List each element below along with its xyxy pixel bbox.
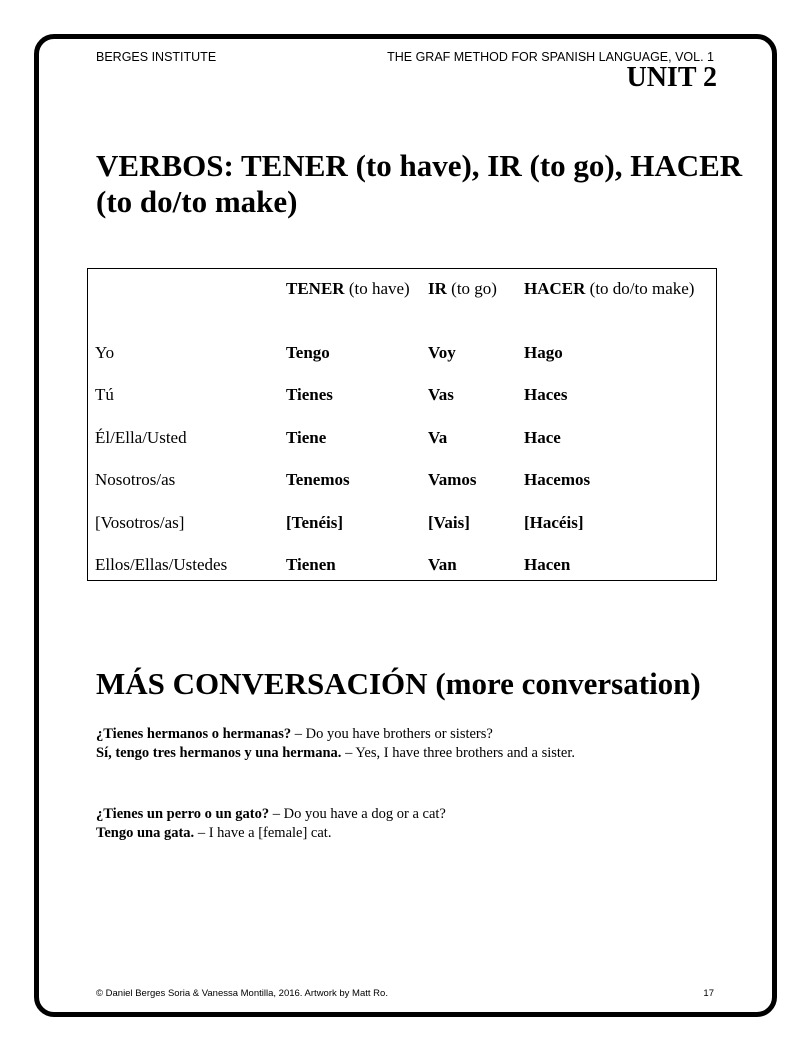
pronoun-cell: [Vosotros/as] — [95, 513, 185, 532]
pronoun-cell: Tú — [95, 385, 114, 404]
column-header-tener: TENER (to have) — [286, 279, 410, 298]
title-verb-ir: IR — [487, 148, 522, 183]
pronoun-cell: Él/Ella/Usted — [95, 428, 187, 447]
ir-form: [Vais] — [428, 513, 470, 532]
title-tener-gloss: (to have), — [347, 148, 488, 183]
tener-form: Tenemos — [286, 470, 350, 489]
conversation-heading — [96, 666, 701, 702]
conversation-line: ¿Tienes hermanos o hermanas? – Do you have brothers or sisters? — [96, 726, 493, 742]
hacer-form: Hacen — [524, 555, 571, 574]
pronoun-cell: Yo — [95, 343, 115, 362]
title-hacer-gloss: (to do/to make) — [96, 184, 298, 219]
hacer-form: Haces — [524, 385, 568, 404]
ir-form: Vamos — [428, 470, 477, 489]
column-header-ir: IR (to go) — [428, 279, 497, 298]
conversation-line: Sí, tengo tres hermanos y una hermana. – Yes, I have three brothers and a sister. — [96, 745, 575, 761]
tener-form: [Tenéis] — [286, 513, 343, 532]
ir-form: Voy — [428, 343, 456, 362]
conversation-line: Tengo una gata. – I have a [female] cat. — [96, 825, 332, 841]
tener-form: Tengo — [286, 343, 330, 362]
tener-form: Tienen — [286, 555, 336, 574]
title-ir-gloss: (to go), — [521, 148, 631, 183]
hacer-form: Hago — [524, 343, 563, 362]
ir-form: Va — [428, 428, 448, 447]
conversation-heading-gloss: (more conversation) — [427, 666, 701, 701]
conversation-heading-bold: MÁS CONVERSACIÓN — [96, 666, 428, 701]
hacer-form: [Hacéis] — [524, 513, 584, 532]
ir-form: Vas — [428, 385, 454, 404]
unit-label: UNIT 2 — [626, 62, 717, 93]
title-verb-tener: VERBOS: TENER — [96, 148, 348, 183]
pronoun-cell: Nosotros/as — [95, 470, 176, 489]
ir-form: Van — [428, 555, 457, 574]
tener-form: Tienes — [286, 385, 333, 404]
tener-form: Tiene — [286, 428, 327, 447]
column-header-hacer: HACER (to do/to make) — [524, 279, 695, 298]
pronoun-cell: Ellos/Ellas/Ustedes — [95, 555, 228, 574]
conversation-line: ¿Tienes un perro o un gato? – Do you have a dog or a cat? — [96, 806, 446, 822]
title-verb-hacer: HACER — [630, 148, 743, 183]
header-book-title: THE GRAF METHOD FOR SPANISH LANGUAGE, VOL. 1 — [387, 50, 714, 64]
footer-credit: © Daniel Berges Soria & Vanessa Montilla, 2016. Artwork by Matt Ro. — [96, 988, 388, 999]
page-title — [96, 148, 766, 220]
header-publisher: BERGES INSTITUTE — [96, 50, 217, 64]
page-number: 17 — [703, 988, 714, 999]
hacer-form: Hacemos — [524, 470, 591, 489]
hacer-form: Hace — [524, 428, 561, 447]
conjugation-table — [87, 268, 717, 581]
